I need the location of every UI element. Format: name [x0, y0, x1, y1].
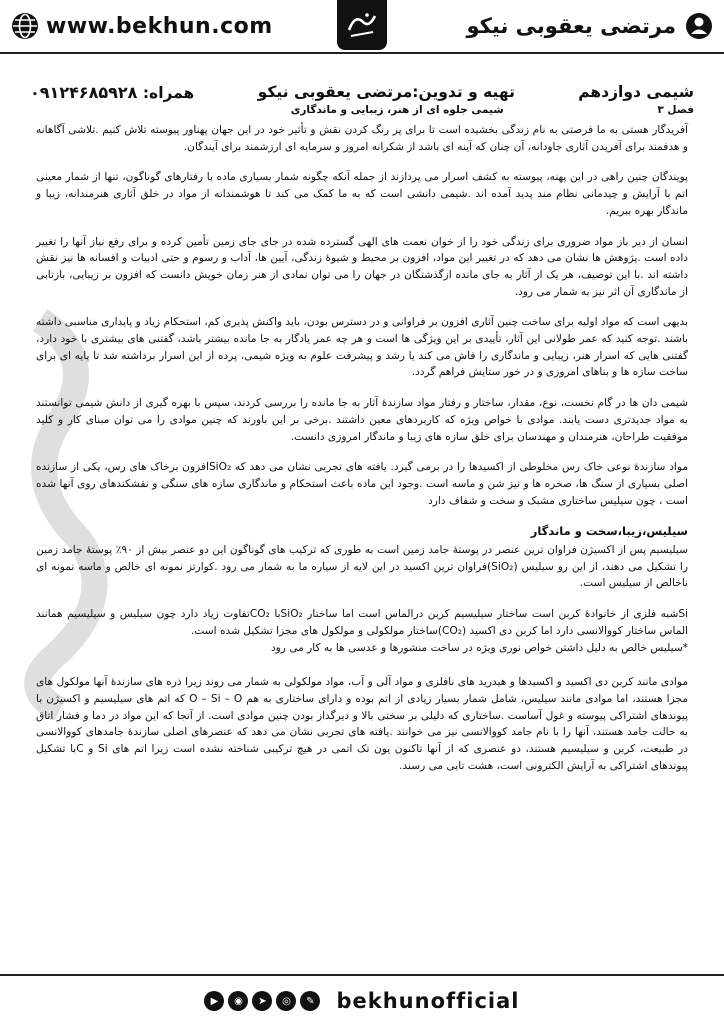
note: *سیلیس خالص به دلیل داشتن خواص نوری ویژه در ساخت منشورها و عدسی ها به کار می رود [36, 640, 688, 657]
compiled-by: تهیه و تدوین:مرتضی یعقوبی نیکو [258, 83, 515, 101]
contact-info [30, 83, 194, 102]
section-heading: سیلیس،زیبا،سخت و ماندگار [36, 523, 688, 540]
aparat-icon[interactable]: ◉ [228, 991, 248, 1011]
bekhun-icon[interactable]: ✎ [300, 991, 320, 1011]
main-content [36, 122, 688, 954]
globe-icon [10, 11, 40, 41]
chapter-title: شیمی جلوه ای از هنر، زیبایی و ماندگاری [291, 104, 504, 116]
author-name-top [467, 11, 724, 41]
telegram-icon[interactable]: ➤ [252, 991, 272, 1011]
chapter-line [30, 104, 694, 120]
paragraph: انسان از دیر باز مواد ضروری برای زندگی خود را از خوان نعمت های الهی گسترده شده در جای جای زمین تأمین کرده و برای رفع نیاز آنها را تغییر داده است .پژوهش ها نشان می دهد که در تغییر این مواد، افزون بر محیط و شیوۀ زندگی، آیین ها، آداب و رسوم و حتی ادبیات و افسانه ها نیز نقش داشته اند .با این توصیف، هر یک از آثار به جای مانده ازگذشتگان در جهان را می توان نمادی از هنر زمان خویش دانست که افزون بر زیبایی، بازتابی از ماندگاری آن اثر نیز به شمار می رود. [36, 234, 688, 301]
chapter-label: فصل ۳ [657, 104, 694, 116]
website-text: www.bekhun.com [46, 14, 273, 39]
subject-title: شیمی دوازدهم [578, 83, 694, 101]
paragraph: Siشبه فلزی از خانوادۀ کربن است ساختار سیلیسیم کربن درالماس است اما ساختار SiO₂با CO₂تفاوت زیاد دارد چون سیلیس و سیلیسیم همانند الماس ساختار کووالانسی دارد اما کربن دی اکسید (CO₂)ساختار مولکولی و مولکول های مجزا تشکیل شده است. [36, 606, 688, 639]
bekhun-logo [337, 0, 387, 50]
paragraph: شیمی دان ها در گام نخست، نوع، مقدار، ساختار و رفتار مواد سازندۀ آثار به جا مانده را بررسی کردند، سپس با بهره گیری از دانش شیمی توانستند به مواد جدیدتری دست یابند. موادی با خواص ویژه که کاربردهای معین داشتند .برخی بر این باورند که چنین موادی را می توان مبنای کار و کلید موفقیت طراحان، هنرمندان و مهندسان برای خلق سازه های زیبا و ماندگار امروزی دانست. [36, 395, 688, 445]
bottom-bar [0, 974, 724, 1026]
paragraph: بدیهی است که مواد اولیه برای ساخت چنین آثاری افزون بر فراوانی و در دسترس بودن، باید واکنش پذیری کم، استحکام زیاد و پایداری مناسبی داشته باشند .توجه کنید که عمر طولانی این آثار، تأییدی بر این ویژگی ها است و هر چه عمر یادگار به جا مانده بیشتر باشد، گفتنی های بیشتری با خود دارد، گفتنی هایی که اسرار هنر، زیبایی و ماندگاری را فاش می کند یا رشد و پیشرفت علوم به ویژه شیمی، پرده از این اسرار برداشته شد تا پایه ای برای ساخت سازه ها و بناهای امروزی و در خور ستایش فراهم گردد. [36, 314, 688, 381]
youtube-icon[interactable]: ▶ [204, 991, 224, 1011]
paragraph: سیلیسیم پس از اکسیژن فراوان ترین عنصر در پوستۀ جامد زمین است به طوری که ترکیب های گوناگون این دو عنصر بیش از ۹۰٪ پوستۀ جامد زمین را تشکیل می دهند، از این رو سیلیس (SiO₂)فراوان ترین اکسید در این لایه از سیاره ما به شمار می رود .کوارتز نمونه ای خالص و ماسه نمونه ای ناخالص از سیلیس است. [36, 542, 688, 592]
contact-label: همراه: [143, 84, 194, 102]
paragraph: آفریدگار هستی به ما فرصتی به نام زندگی بخشیده است تا برای پر رنگ کردن نقش و تأثیر خود در این جهان پهناور پیوسته تلاش کنیم .تلاشی آگاهانه و هدفمند برای آفریدن آثاری جاودانه، آن چنان که آینه ای باشد از شکرانه امروز و سرمایه ای ارزشمند برای آیندگان. [36, 122, 688, 155]
user-icon [684, 11, 714, 41]
author-text: مرتضی یعقوبی نیکو [467, 14, 677, 38]
document-header [30, 80, 694, 104]
top-bar [0, 0, 724, 54]
paragraph: موادی مانند کربن دی اکسید و اکسیدها و هیدرید های نافلزی و مواد آلی و آب، مواد مولکولی به شمار می روند زیرا ذره های سازندۀ آنها مولکول های مجزا هستند، اما موادی مانند سیلیس، شامل شمار بسیار زیادی از اتم بوده و دارای ساختاری به هم O – Si – O که اتم های سیلیسیم و اکسیژن با پیوندهای اشتراکی پیوسته و غول آساست .ساختاری که دلیلی بر سختی بالا و دیرگداز بودن چنین موادی است. از آنجا که این مواد در دما و فشار اتاق به حالت جامد هستند، آنها را با نام جامد کووالانسی نیز می خوانند .یافته های تجربی نشان می دهد که عنصرهای اصلی سازندۀ جامدهای کووالانسی در طبیعت، کربن و سیلیسیم هستند، دو عنصری که از آنها تاکنون یون تک اتمی در هیچ ترکیبی شناخته نشده است زیرا اتم های Si و Cبا تشکیل پیوندهای اشتراکی به آرایش الکترونی است، هشت تایی می رسند. [36, 674, 688, 774]
social-handle[interactable]: bekhunofficial [336, 989, 519, 1013]
social-icons [204, 991, 320, 1011]
paragraph: مواد سازندۀ نوعی خاک رس مخلوطی از اکسیدها را در برمی گیرد. یافته های تجربی نشان می دهد که SiO₂افزون برخاک های رس، یکی از سازنده اصلی بسیاری از سنگ ها، صخره ها و نیز شن و ماسه است .وجود این ماده باعث استحکام و ماندگاری سازه های سنگی و نقشکندهای روی آنها شده است ، چون سیلیس ساختاری مشبک و سخت و شفاف دارد [36, 459, 688, 509]
website-link[interactable] [0, 11, 273, 41]
paragraph: پویندگان چنین راهی در این پهنه، پیوسته به کشف اسرار می پردازند از جمله آنکه چگونه شمار بسیاری ماده با رفتارهای گوناگون، تنها از شمار معینی اتم با آرایش و چیدمانی نظام مند پدید آمده اند .شیمی دانشی است که به ما کمک می کند تا هوشمندانه از مواد در خلق آثاری هنرمندانه، زیبا و ماندگار بهره ببریم. [36, 169, 688, 219]
instagram-icon[interactable]: ◎ [276, 991, 296, 1011]
phone-number: ۰۹۱۲۴۶۸۵۹۲۸ [30, 83, 137, 102]
